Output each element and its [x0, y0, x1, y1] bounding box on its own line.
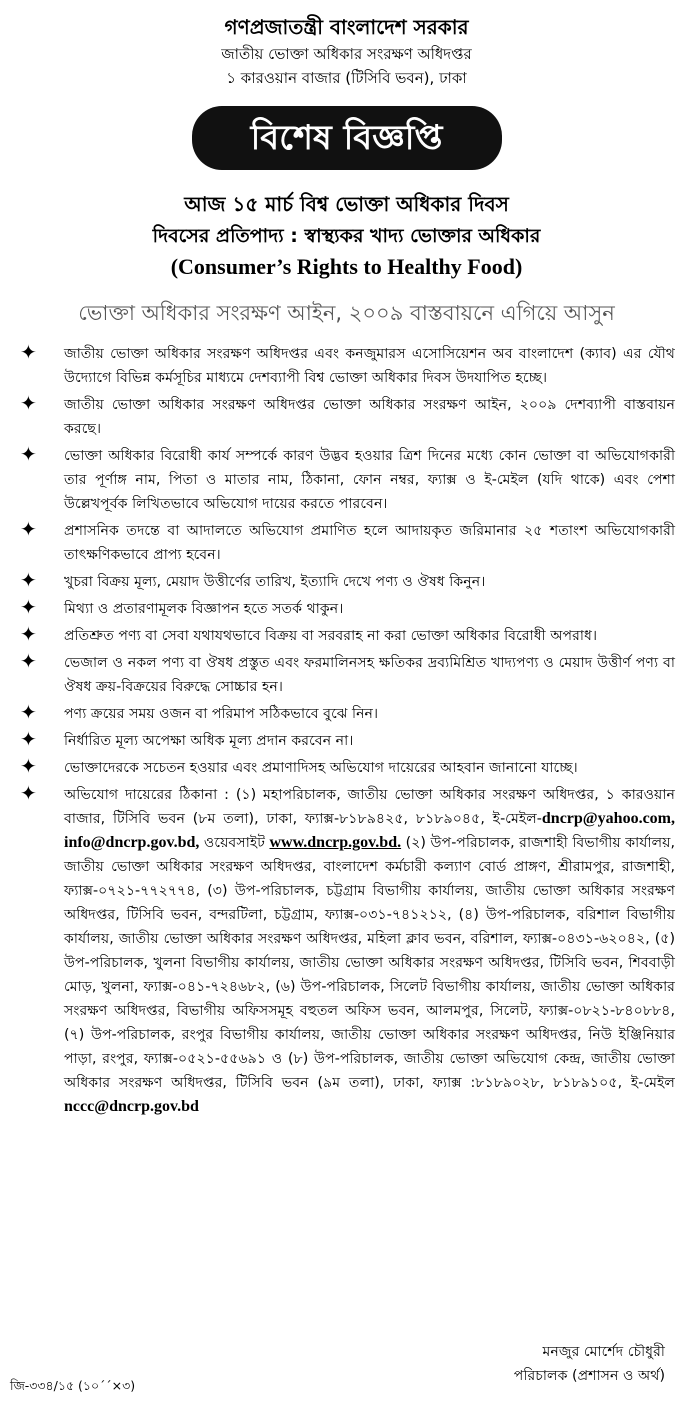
- list-item: ✦ জাতীয় ভোক্তা অধিকার সংরক্ষণ অধিদপ্তর এবং কনজুমারস এসোসিয়েশন অব বাংলাদেশ (ক্যাব) এর যৌথ উদ্যোগে বিভিন্ন কর্মসূচির মাধ্যমে দেশব্যাপী বিশ্ব ভোক্তা অধিকার দিবস উদযাপিত হচ্ছে।: [20, 340, 675, 386]
- list-item: ✦ জাতীয় ভোক্তা অধিকার সংরক্ষণ অধিদপ্তর ভোক্তা অধিকার সংরক্ষণ আইন, ২০০৯ দেশব্যাপী বাস্তবায়ন করছে।: [20, 391, 675, 437]
- bullet-icon: ✦: [20, 754, 37, 778]
- header: [0, 12, 693, 90]
- list-item: ✦ মিথ্যা ও প্রতারণামূলক বিজ্ঞাপন হতে সতর্ক থাকুন।: [20, 595, 344, 619]
- signatory-name: মনজুর মোর্শেদ চৌধুরী: [542, 1344, 665, 1360]
- department-name: জাতীয় ভোক্তা অধিকার সংরক্ষণ অধিদপ্তর: [221, 45, 472, 63]
- list-item: ✦ নির্ধারিত মূল্য অপেক্ষা অধিক মূল্য প্রদান করবেন না।: [20, 727, 354, 751]
- list-item: ✦ প্রশাসনিক তদন্তে বা আদালতে অভিযোগ প্রমাণিত হলে আদায়কৃত জরিমানার ২৫ শতাংশ অভিযোগকারী তাৎক্ষণিকভাবে প্রাপ্য হবেন।: [20, 517, 675, 563]
- list-item: ✦ খুচরা বিক্রয় মূল্য, মেয়াদ উত্তীর্ণের তারিখ, ইত্যাদি দেখে পণ্য ও ঔষধ কিনুন।: [20, 568, 486, 592]
- list-item: ✦ ভোক্তাদেরকে সচেতন হওয়ার এবং প্রমাণাদিসহ অভিযোগ দায়েরের আহবান জানানো যাচ্ছে।: [20, 754, 578, 778]
- slogan: ভোক্তা অধিকার সংরক্ষণ আইন, ২০০৯ বাস্তবায়নে এগিয়ে আসুন: [78, 301, 615, 325]
- reference-code: জি-৩৩৪/১৫ (১০´´×৩): [10, 1378, 136, 1393]
- website-link[interactable]: www.dncrp.gov.bd.: [269, 834, 402, 851]
- email-address: dncrp@yahoo.com, info@dncrp.gov.bd,: [64, 810, 675, 851]
- bullet-icon: ✦: [20, 340, 37, 364]
- email-address: nccc@dncrp.gov.bd: [64, 1098, 199, 1115]
- bullet-icon: ✦: [20, 622, 37, 646]
- government-name: গণপ্রজাতন্ত্রী বাংলাদেশ সরকার: [224, 15, 469, 39]
- theme-english: (Consumer’s Rights to Healthy Food): [170, 254, 523, 279]
- complaint-address-item: ✦ অভিযোগ দায়েরের ঠিকানা : (১) মহাপরিচালক, জাতীয় ভোক্তা অধিকার সংরক্ষণ অধিদপ্তর, ১ কারওয়ান বাজার, টিসিবি ভবন (৮ম তলা), ঢাকা, ফ্যাক্স-৮১৮৯৪২৫, ৮১৮৯০৪৫, ই-মেইল-dncrp@yahoo.com, info@dncrp.gov.bd, ওয়েবসাইট www.dncrp.gov.bd. (২) উপ-পরিচালক, রাজশাহী বিভাগীয় কার্যালয়, জাতীয় ভোক্তা অধিকার সংরক্ষণ অধিদপ্তর, বাংলাদেশ কর্মচারী কল্যাণ বোর্ড প্রাঙ্গণ, শ্রীরামপুর, রাজশাহী, ফ্যাক্স-০৭২১-৭৭২৭৭৪, (৩) উপ-পরিচালক, চট্টগ্রাম বিভাগীয় কার্যালয়, জাতীয় ভোক্তা অধিকার সংরক্ষণ অধিদপ্তর, টিসিবি ভবন, বন্দরটিলা, চট্টগ্রাম, ফ্যাক্স-০৩১-৭৪১২১২, (৪) উপ-পরিচালক, বরিশাল বিভাগীয় কার্যালয়, জাতীয় ভোক্তা অধিকার সংরক্ষণ অধিদপ্তর, মহিলা ক্লাব ভবন, বরিশাল, ফ্যাক্স-০৪৩১-৬২০৪২, (৫) উপ-পরিচালক, খুলনা বিভাগীয় কার্যালয়, জাতীয় ভোক্তা অধিকার সংরক্ষণ অধিদপ্তর, টিসিবি ভবন, শিববাড়ী মোড়, খুলনা, ফ্যাক্স-০৪১-৭২৪৬৮২, (৬) উপ-পরিচালক, সিলেট বিভাগীয় কার্যালয়, জাতীয় ভোক্তা অধিকার সংরক্ষণ অধিদপ্তর, বিভাগীয় অফিসসমূহ বহুতল অফিস ভবন, আলমপুর, সিলেট, ফ্যাক্স-০৮২১-৮৪০৮৮৪, (৭) উপ-পরিচালক, রংপুর বিভাগীয় কার্যালয়, জাতীয় ভোক্তা অধিকার সংরক্ষণ অধিদপ্তর, নিউ ইঞ্জিনিয়ার পাড়া, রংপুর, ফ্যাক্স-০৫২১-৫৫৬৯১ ও (৮) উপ-পরিচালক, জাতীয় ভোক্তা অভিযোগ কেন্দ্র, জাতীয় ভোক্তা অধিকার সংরক্ষণ অধিদপ্তর, টিসিবি ভবন (৯ম তলা), ঢাকা, ফ্যাক্স :৮১৮৯০২৮, ৮১৮৯১০৫, ই-মেইল nccc@dncrp.gov.bd: [20, 781, 676, 1115]
- bullet-icon: ✦: [20, 568, 37, 592]
- day-heading: আজ ১৫ মার্চ বিশ্ব ভোক্তা অধিকার দিবস: [184, 192, 509, 216]
- bullet-icon: ✦: [20, 517, 37, 541]
- signature-block: [514, 1340, 665, 1388]
- list-item: ✦ ভেজাল ও নকল পণ্য বা ঔষধ প্রস্তুত এবং ফরমালিনসহ ক্ষতিকর দ্রব্যমিশ্রিত খাদ্যপণ্য ও মেয়াদ উত্তীর্ণ পণ্য বা ঔষধ ক্রয়-বিক্রয়ের বিরুদ্ধে সোচ্চার হন।: [20, 649, 675, 695]
- bullet-icon: ✦: [20, 781, 37, 805]
- list-item: ✦ ভোক্তা অধিকার বিরোধী কার্য সম্পর্কে কারণ উদ্ভব হওয়ার ত্রিশ দিনের মধ্যে কোন ভোক্তা বা অভিযোগকারী তার পূর্ণাঙ্গ নাম, পিতা ও মাতার নাম, ঠিকানা, ফোন নম্বর, ফ্যাক্স ও ই-মেইল (যদি থাকে) এবং পেশা উল্লেখপূর্বক লিখিতভাবে অভিযোগ দায়ের করতে পারবেন।: [20, 442, 675, 512]
- bullet-icon: ✦: [20, 442, 37, 466]
- bullet-icon: ✦: [20, 595, 37, 619]
- bullet-icon: ✦: [20, 727, 37, 751]
- list-item: ✦ পণ্য ক্রয়ের সময় ওজন বা পরিমাপ সঠিকভাবে বুঝে নিন।: [20, 700, 379, 724]
- bullet-icon: ✦: [20, 700, 37, 724]
- special-notice-banner: বিশেষ বিজ্ঞপ্তি: [192, 106, 502, 170]
- list-item: ✦ প্রতিশ্রুত পণ্য বা সেবা যথাযথভাবে বিক্রয় বা সরবরাহ না করা ভোক্তা অধিকার বিরোধী অপরাধ।: [20, 622, 598, 646]
- notice-list: [0, 342, 693, 1119]
- bullet-icon: ✦: [20, 649, 37, 673]
- department-address: ১ কারওয়ান বাজার (টিসিবি ভবন), ঢাকা: [226, 69, 467, 87]
- signatory-title: পরিচালক (প্রশাসন ও অর্থ): [513, 1368, 665, 1384]
- bullet-icon: ✦: [20, 391, 37, 415]
- theme-heading: দিবসের প্রতিপাদ্য : স্বাস্থ্যকর খাদ্য ভোক্তার অধিকার: [152, 225, 541, 247]
